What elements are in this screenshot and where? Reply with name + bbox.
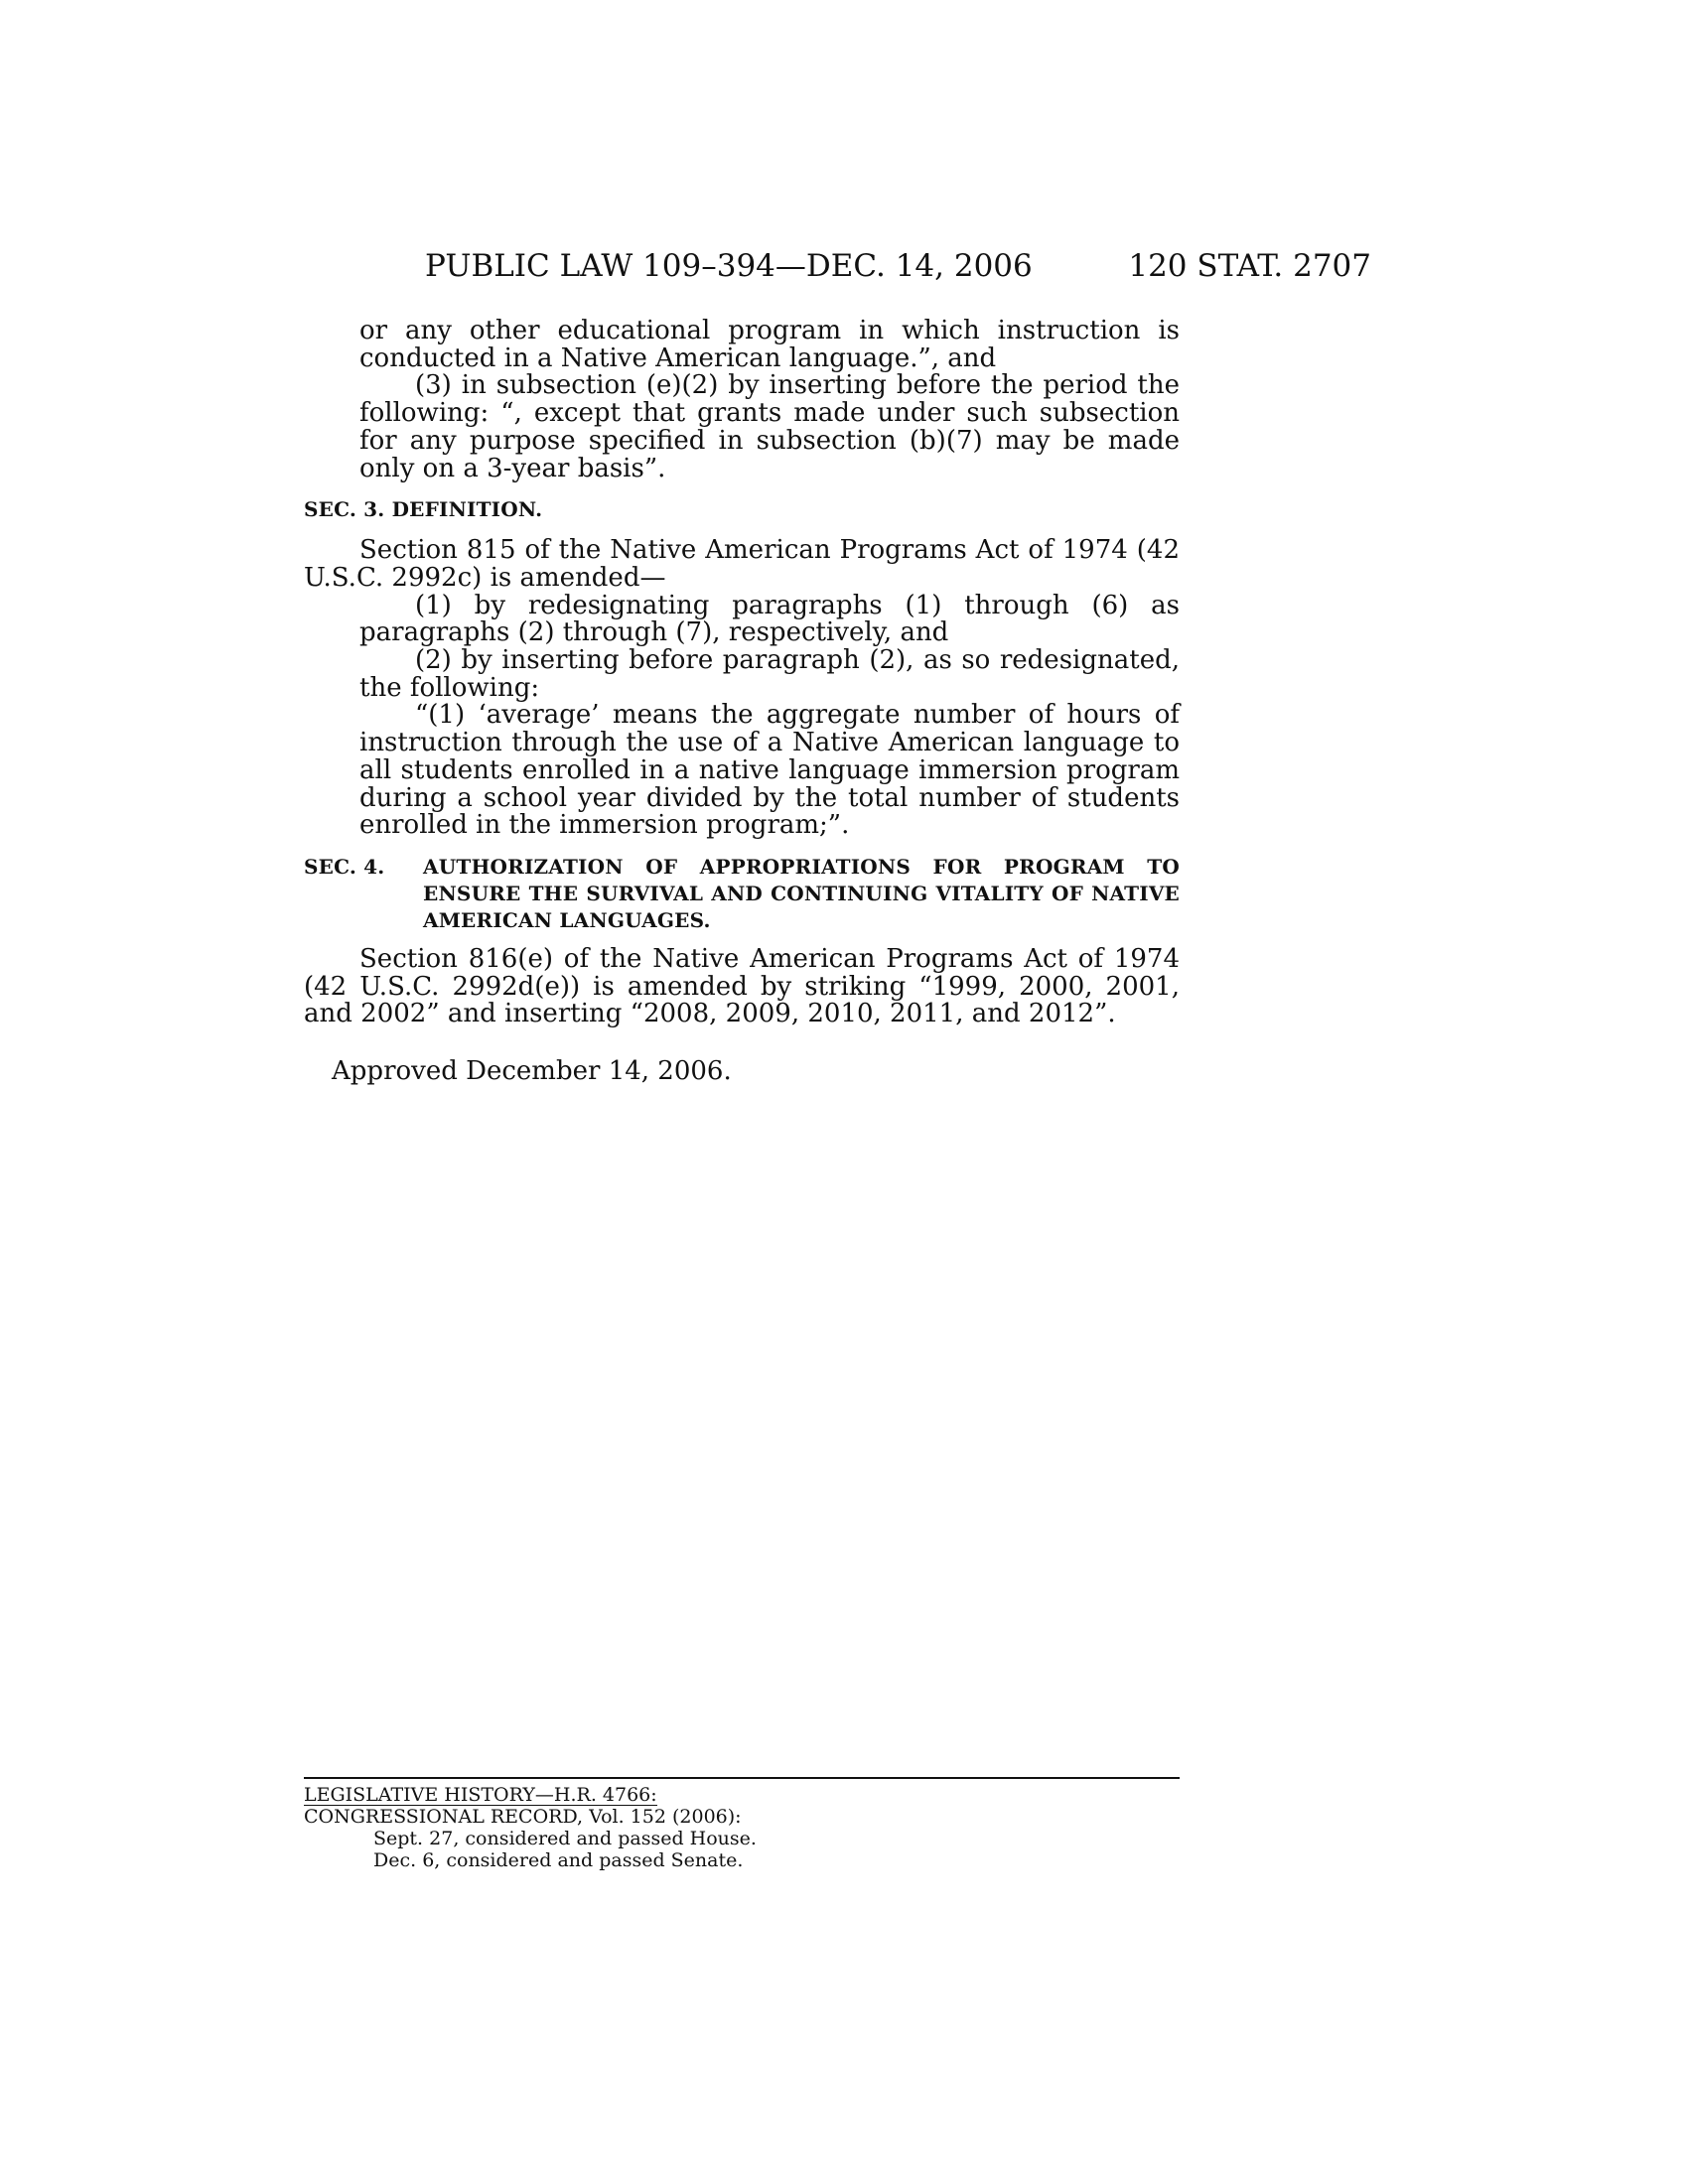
section-4-title: AUTHORIZATION OF APPROPRIATIONS FOR PROGRAM TO ENSURE THE SURVIVAL AND CONTINUING VITALITY OF NATIVE AMERICAN LANGUAGES. bbox=[423, 854, 1180, 932]
section-3-item-2: (2) by inserting before paragraph (2), as so redesignated, the following: bbox=[359, 645, 1180, 703]
paragraph-continuation: or any other educational program in which instruction is conducted in a Native American language.”, and bbox=[359, 316, 1180, 373]
page-header bbox=[425, 248, 1371, 288]
header-title: PUBLIC LAW 109–394—DEC. 14, 2006 bbox=[425, 248, 1033, 284]
section-4-number: SEC. 4. bbox=[304, 854, 385, 879]
congressional-record: CONGRESSIONAL RECORD, Vol. 152 (2006): bbox=[304, 1806, 742, 1828]
section-3-item-1: (1) by redesignating paragraphs (1) through (6) as paragraphs (2) through (7), respectively, and bbox=[359, 590, 1180, 648]
section-4-heading bbox=[304, 854, 1180, 934]
approved-date: Approved December 14, 2006. bbox=[332, 1056, 732, 1087]
paragraph-item-3: (3) in subsection (e)(2) by inserting before the period the following: “, except that grants made under such subsection for any purpose specified in subsection (b)(7) may be made only on a 3-year basis”. bbox=[359, 370, 1180, 483]
legislative-history-heading: LEGISLATIVE HISTORY—H.R. 4766: bbox=[304, 1784, 657, 1806]
history-entry: Sept. 27, considered and passed House. bbox=[373, 1828, 757, 1849]
header-page-number: 120 STAT. 2707 bbox=[1128, 248, 1371, 284]
history-entry: Dec. 6, considered and passed Senate. bbox=[373, 1849, 744, 1871]
section-3-intro: Section 815 of the Native American Programs Act of 1974 (42 U.S.C. 2992c) is amended— bbox=[304, 535, 1180, 593]
document-body bbox=[304, 318, 1180, 1086]
legislative-history bbox=[304, 1777, 1180, 1871]
section-3-heading: SEC. 3. DEFINITION. bbox=[304, 497, 543, 522]
section-4-text: Section 816(e) of the Native American Programs Act of 1974 (42 U.S.C. 2992d(e)) is amended by striking “1999, 2000, 2001, and 2002” and inserting “2008, 2009, 2010, 2011, and 2012”. bbox=[304, 943, 1180, 1029]
section-3-quote: “(1) ‘average’ means the aggregate number of hours of instruction through the use of a Native American language to all students enrolled in a native language immersion program during a school year divided by the total number of students enrolled in the immersion program;”. bbox=[359, 700, 1180, 841]
